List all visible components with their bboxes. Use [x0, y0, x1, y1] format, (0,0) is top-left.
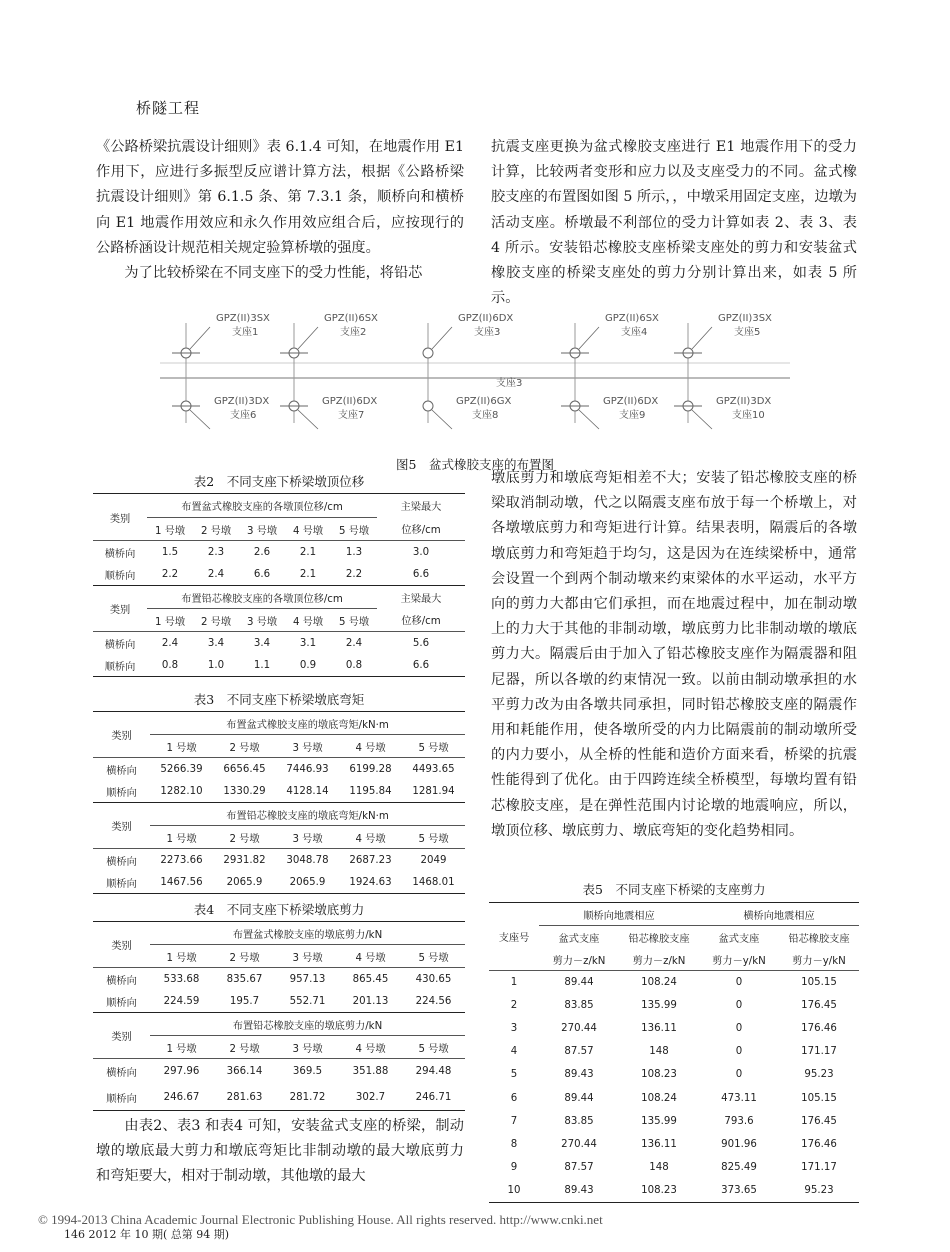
table-cell: 4493.65 [412, 763, 455, 775]
pier-header: 1 号墩 [154, 616, 186, 628]
table-cell: 1.1 [239, 654, 285, 677]
bearing-code-label: GPZ(II)3DX [214, 396, 270, 407]
bearing-name-label: 支座6 [230, 410, 257, 421]
pier-header: 4 号墩 [355, 1043, 386, 1055]
table-cell: 89.44 [564, 1092, 594, 1104]
max-header: 主梁最大 [377, 494, 465, 518]
row-label: 顺桥向 [93, 654, 147, 677]
column-header: 盆式支座 [558, 933, 600, 945]
table-row [489, 1040, 859, 1063]
pier-header: 2 号墩 [200, 616, 232, 628]
leader-line [692, 327, 712, 349]
table-cell: 7446.93 [286, 763, 329, 775]
table-cell: 825.49 [721, 1162, 757, 1174]
table-cell: 108.24 [641, 976, 677, 988]
table-cell: 2.6 [253, 546, 271, 558]
leader-line [432, 327, 452, 349]
bearing-name-label: 支座4 [621, 327, 648, 338]
table-cell: 1467.56 [150, 871, 213, 894]
table-cell: 2.2 [331, 563, 377, 586]
paragraph: 墩底剪力和墩底弯矩相差不大；安装了铅芯橡胶支座的桥梁取消制动墩，代之以隔震支座布放于每一个桥墩上，对各墩墩底剪力和弯矩进行计算。结果表明，隔震后的各墩墩底剪力和弯矩趋于均匀，这是因为在连续梁桥中，通常会设置一个到两个制动墩来约束梁体的水平运动，水平方向的剪力大都由它们承担，而在地震过程中，加在制动墩上的力大于其他的非制动墩，墩底剪力比非制动墩的墩底剪力大。隔震后由于加入了铅芯橡胶支座作为隔震器和阻尼器，所以各墩的约束情况一致。以前由制动墩承担的水平剪力改为由各墩共同承担，同时铅芯橡胶支座的隔震作用和耗能作用，使各墩所受的内力比隔震前的制动墩所受的内力要小，从全桥的性能和造价方面来看，桥梁的抗震性能得到了优化。由于四跨连续全桥模型，每墩均置有铅芯橡胶支座，是在弹性范围内讨论墩的地震响应，所以，墩顶位移、墩底剪力、墩底弯矩的变化趋势相同。 [491, 470, 857, 839]
table-cell: 171.17 [801, 1162, 837, 1174]
column-header: 剪力－z/kN [632, 955, 686, 967]
bearing-code-label: GPZ(II)3DX [716, 396, 772, 407]
leader-line [190, 410, 210, 429]
table-cell: 148 [649, 1046, 669, 1058]
table-cell: 533.68 [163, 973, 200, 985]
pier-header: 3 号墩 [292, 1043, 323, 1055]
table-cell: 176.46 [801, 1022, 837, 1034]
group-header: 顺桥向地震相应 [539, 903, 699, 926]
table4 [93, 921, 465, 1111]
table-cell: 0 [735, 1046, 743, 1058]
table-cell: 957.13 [289, 973, 326, 985]
table-cell: 2049 [420, 854, 447, 866]
table-cell: 430.65 [415, 973, 452, 985]
leader-line [579, 410, 599, 429]
table-row [489, 994, 859, 1017]
paragraph: 《公路桥梁抗震设计细则》表 6.1.4 可知，在地震作用 E1 作用下，应进行多振型反应谱计算方法，根据《公路桥梁抗震设计细则》第 6.1.5 条、第 7.3.1 条，顺桥向和横桥向 E1 地震作用效应和永久作用效应组合后，应按现行的公路桥涵设计规范相关规定验算桥墩的强度。 [96, 139, 464, 256]
table-cell: 473.11 [721, 1092, 757, 1104]
column-header: 剪力－z/kN [552, 955, 606, 967]
row-label: 横桥向 [106, 856, 137, 868]
table-cell: 4128.14 [276, 780, 339, 803]
section-title: 布置盆式橡胶支座的各墩顶位移/cm [147, 494, 377, 518]
row-label: 顺桥向 [93, 871, 150, 894]
table-cell: 108.24 [641, 1092, 677, 1104]
section-title: 布置铅芯橡胶支座的各墩顶位移/cm [147, 586, 377, 609]
table-cell: 901.96 [721, 1138, 757, 1150]
table-cell: 83.85 [564, 1115, 594, 1127]
column-header: 盆式支座 [718, 933, 760, 945]
table-cell: 294.48 [415, 1066, 452, 1078]
leader-line [692, 410, 712, 429]
column-header: 铅芯橡胶支座 [788, 933, 850, 945]
table-cell: 1281.94 [402, 780, 465, 803]
table5-caption: 表5 不同支座下桥梁的支座剪力 [582, 882, 766, 897]
table-cell: 105.15 [801, 1092, 837, 1104]
table-cell: 5.6 [412, 637, 430, 649]
table-cell: 5266.39 [160, 763, 203, 775]
figure-caption: 图5 盆式橡胶支座的布置图 [396, 457, 554, 472]
pier-header: 2 号墩 [229, 833, 260, 845]
bearing-layout-diagram [150, 303, 800, 443]
table-cell: 95.23 [779, 1179, 859, 1202]
row-label: 顺桥向 [93, 1085, 150, 1111]
table-cell: 297.96 [163, 1066, 200, 1078]
pier-header: 5 号墩 [418, 833, 449, 845]
page-info: 146 2012 年 10 期( 总第 94 期) [64, 1228, 230, 1241]
table-cell: 2687.23 [349, 854, 392, 866]
table-cell: 3.4 [207, 637, 225, 649]
row-label: 8 [510, 1138, 518, 1150]
table4-caption: 表4 不同支座下桥梁墩底剪力 [193, 902, 365, 917]
table-cell: 1468.01 [402, 871, 465, 894]
table2-caption: 表2 不同支座下桥梁墩顶位移 [193, 474, 365, 489]
table-cell: 366.14 [226, 1066, 263, 1078]
bearing-name-label: 支座2 [340, 327, 367, 338]
bearing-code-label: GPZ(II)6DX [322, 396, 378, 407]
table5 [489, 902, 859, 1203]
pier-header: 5 号墩 [418, 742, 449, 754]
pier-header: 3 号墩 [292, 833, 323, 845]
table-cell: 835.67 [226, 973, 263, 985]
table-cell: 108.23 [619, 1179, 699, 1202]
table-cell: 270.44 [561, 1022, 597, 1034]
bearing-code-label: GPZ(II)3SX [718, 313, 772, 324]
bearing-name-label: 支座9 [619, 410, 646, 421]
table-cell: 6199.28 [349, 763, 392, 775]
table-cell: 246.71 [402, 1085, 465, 1111]
section-title: 布置盆式橡胶支座的墩底剪力/kN [150, 922, 465, 945]
column-header: 铅芯橡胶支座 [628, 933, 690, 945]
table-cell: 1924.63 [339, 871, 402, 894]
row-label: 2 [510, 999, 518, 1011]
pier-header: 4 号墩 [355, 833, 386, 845]
max-header: 位移/cm [401, 616, 441, 628]
table-cell: 135.99 [641, 999, 677, 1011]
table-cell: 2931.82 [223, 854, 266, 866]
running-header: 桥隧工程 [136, 99, 201, 117]
table-cell: 6.6 [377, 563, 465, 586]
pier-header: 1 号墩 [166, 952, 197, 964]
pier-header: 3 号墩 [292, 952, 323, 964]
table-cell: 105.15 [801, 976, 837, 988]
table-cell: 3048.78 [286, 854, 329, 866]
table-row [489, 1133, 859, 1156]
table-cell: 3.1 [299, 637, 317, 649]
bearing-code-label: GPZ(II)6DX [458, 313, 514, 324]
table-row [489, 1086, 859, 1109]
pier-header: 4 号墩 [355, 742, 386, 754]
row-label: 9 [510, 1162, 518, 1174]
category-header: 类别 [93, 803, 150, 849]
pier-header: 3 号墩 [246, 525, 278, 537]
max-header: 主梁最大 [377, 586, 465, 609]
row-label: 4 [510, 1046, 518, 1058]
table-cell: 2065.9 [213, 871, 276, 894]
table-cell: 2.4 [193, 563, 239, 586]
bearing-code-label: GPZ(II)6GX [456, 396, 512, 407]
row-label: 横桥向 [106, 975, 137, 987]
bearing-code-label: GPZ(II)6SX [605, 313, 659, 324]
table-cell: 6.6 [239, 563, 285, 586]
table-cell: 552.71 [276, 990, 339, 1013]
pier-header: 4 号墩 [355, 952, 386, 964]
pier-header: 2 号墩 [200, 525, 232, 537]
table-cell: 2.3 [207, 546, 225, 558]
table-cell: 89.44 [564, 976, 594, 988]
table-cell: 0.9 [285, 654, 331, 677]
section-title: 布置铅芯橡胶支座的墩底剪力/kN [150, 1013, 465, 1036]
row-label: 6 [510, 1092, 518, 1104]
row-label: 10 [489, 1179, 539, 1202]
table-cell: 2273.66 [160, 854, 203, 866]
pier-header: 5 号墩 [418, 1043, 449, 1055]
table-cell: 224.59 [150, 990, 213, 1013]
table-cell: 1330.29 [213, 780, 276, 803]
table-cell: 148 [649, 1162, 669, 1174]
category-header: 类别 [93, 494, 147, 541]
figure-5 [150, 303, 800, 443]
pier-header: 2 号墩 [229, 952, 260, 964]
table-cell: 6656.45 [223, 763, 266, 775]
category-header: 类别 [93, 922, 150, 968]
group-header: 横桥向地震相应 [699, 903, 859, 926]
row-label: 7 [510, 1115, 518, 1127]
pier-header: 1 号墩 [166, 1043, 197, 1055]
paragraph: 为了比较桥梁在不同支座下的受力性能，将铅芯 [124, 265, 423, 282]
leader-line [432, 410, 452, 429]
row-label: 1 [510, 976, 518, 988]
table5-body [489, 971, 859, 1203]
pier-header: 4 号墩 [292, 616, 324, 628]
pier-header: 2 号墩 [229, 742, 260, 754]
table-cell: 83.85 [564, 999, 594, 1011]
table-cell: 246.67 [150, 1085, 213, 1111]
table3 [93, 711, 465, 894]
table-cell: 176.45 [801, 1115, 837, 1127]
table-cell: 281.63 [213, 1085, 276, 1111]
table-cell: 2.4 [161, 637, 179, 649]
table-row [489, 1179, 859, 1202]
table-cell: 373.65 [699, 1179, 779, 1202]
table-cell: 195.7 [213, 990, 276, 1013]
table-cell: 95.23 [804, 1069, 834, 1081]
table-cell: 793.6 [724, 1115, 754, 1127]
leader-line [298, 327, 318, 349]
max-header: 位移/cm [401, 525, 441, 537]
table-cell: 3.0 [412, 546, 430, 558]
copyright-footer: © 1994-2013 China Academic Journal Electronic Publishing House. All rights reserved. http://www.cnki.net [38, 1212, 603, 1227]
pier-header: 5 号墩 [338, 616, 370, 628]
table-cell: 89.43 [539, 1179, 619, 1202]
pier-header: 2 号墩 [229, 1043, 260, 1055]
table-cell: 171.17 [801, 1046, 837, 1058]
pier-header: 1 号墩 [166, 833, 197, 845]
bearing-name-label: 支座5 [734, 327, 761, 338]
row-label: 横桥向 [106, 1068, 137, 1080]
table-cell: 1.0 [193, 654, 239, 677]
column-header: 剪力－y/kN [712, 955, 766, 967]
table-cell: 135.99 [641, 1115, 677, 1127]
table-cell: 89.43 [564, 1069, 594, 1081]
category-header: 类别 [93, 586, 147, 632]
table-cell: 302.7 [339, 1085, 402, 1111]
row-label: 横桥向 [104, 548, 136, 560]
table-cell: 0 [735, 1022, 743, 1034]
bearing-code-label: GPZ(II)3SX [216, 313, 270, 324]
table-cell: 2.2 [147, 563, 193, 586]
table-row [489, 1110, 859, 1133]
bearing-name-label: 支座8 [472, 410, 499, 421]
table-cell: 0 [735, 1069, 743, 1081]
table-row [489, 1017, 859, 1040]
table-cell: 0.8 [147, 654, 193, 677]
paragraph: 抗震支座更换为盆式橡胶支座进行 E1 地震作用下的受力计算，比较两者变形和应力以及支座受力的不同。盆式橡胶支座的布置图如图 5 所示，，中墩采用固定支座，边墩为活动支座。桥墩最不利部位的受力计算如表 2、表 3、表 4 所示。安装铅芯橡胶支座桥梁支座处的剪力和安装盆式橡胶支座的桥梁支座处的剪力分别计算出来，如表 5 所示。 [491, 139, 857, 307]
table-cell: 224.56 [402, 990, 465, 1013]
category-header: 类别 [93, 712, 150, 758]
table-cell: 6.6 [377, 654, 465, 677]
table-cell: 87.57 [564, 1162, 594, 1174]
bearing-name-label: 支座3 [474, 327, 501, 338]
section-title: 布置铅芯橡胶支座的墩底弯矩/kN·m [150, 803, 465, 826]
table-cell: 201.13 [339, 990, 402, 1013]
pier-header: 1 号墩 [166, 742, 197, 754]
table-cell: 0 [735, 976, 743, 988]
paragraph: 由表2、表3 和表4 可知，安装盆式支座的桥梁，制动墩的墩底最大剪力和墩底弯矩比非制动墩的最大墩底剪力和弯矩要大，相对于制动墩，其他墩的最大 [96, 1118, 464, 1185]
table3-caption: 表3 不同支座下桥梁墩底弯矩 [193, 692, 365, 707]
left-column-top [96, 135, 464, 286]
support-header: 支座号 [489, 903, 539, 971]
right-column-mid [491, 466, 857, 844]
table-cell: 0.8 [331, 654, 377, 677]
column-header: 剪力－y/kN [792, 955, 846, 967]
table-cell: 2065.9 [276, 871, 339, 894]
bearing-code-label: GPZ(II)6SX [324, 313, 378, 324]
table-cell: 3.4 [253, 637, 271, 649]
pier-header: 5 号墩 [418, 952, 449, 964]
bearing-name-label: 支座3 [496, 378, 523, 389]
table-cell: 136.11 [641, 1022, 677, 1034]
row-label: 5 [510, 1069, 518, 1081]
leader-line [579, 327, 599, 349]
bearing-name-label: 支座1 [232, 327, 259, 338]
row-label: 横桥向 [106, 765, 137, 777]
row-label: 3 [510, 1022, 518, 1034]
table-cell: 0 [735, 999, 743, 1011]
table-cell: 176.45 [801, 999, 837, 1011]
table-cell: 87.57 [564, 1046, 594, 1058]
row-label: 顺桥向 [93, 563, 147, 586]
pier-header: 5 号墩 [338, 525, 370, 537]
row-label: 顺桥向 [93, 780, 150, 803]
table-cell: 1.5 [161, 546, 179, 558]
leader-line [190, 327, 210, 349]
row-label: 横桥向 [104, 639, 136, 651]
table-cell: 2.1 [285, 563, 331, 586]
leader-line [298, 410, 318, 429]
table-cell: 2.4 [345, 637, 363, 649]
table2 [93, 493, 465, 677]
table-cell: 1282.10 [150, 780, 213, 803]
category-header: 类别 [93, 1013, 150, 1059]
table-cell: 1195.84 [339, 780, 402, 803]
bearing-name-label: 支座10 [732, 410, 765, 421]
table-cell: 369.5 [292, 1066, 323, 1078]
table-cell: 136.11 [641, 1138, 677, 1150]
table-row [489, 1156, 859, 1179]
bearing-name-label: 支座7 [338, 410, 365, 421]
row-label: 顺桥向 [93, 990, 150, 1013]
pier-header: 1 号墩 [154, 525, 186, 537]
left-column-bottom [96, 1114, 464, 1190]
table-cell: 2.1 [299, 546, 317, 558]
right-column-top [491, 135, 857, 311]
section-title: 布置盆式橡胶支座的墩底弯矩/kN·m [150, 712, 465, 735]
table-row [489, 971, 859, 994]
table-cell: 281.72 [276, 1085, 339, 1111]
pier-header: 4 号墩 [292, 525, 324, 537]
pier-header: 3 号墩 [292, 742, 323, 754]
table-cell: 176.46 [801, 1138, 837, 1150]
pier-header: 3 号墩 [246, 616, 278, 628]
table-row [489, 1063, 859, 1086]
bearing-symbol [423, 348, 433, 358]
table-cell: 351.88 [352, 1066, 389, 1078]
table-cell: 270.44 [561, 1138, 597, 1150]
table-cell: 1.3 [345, 546, 363, 558]
bearing-symbol [423, 401, 433, 411]
table-cell: 108.23 [641, 1069, 677, 1081]
bearing-code-label: GPZ(II)6DX [603, 396, 659, 407]
table-cell: 865.45 [352, 973, 389, 985]
